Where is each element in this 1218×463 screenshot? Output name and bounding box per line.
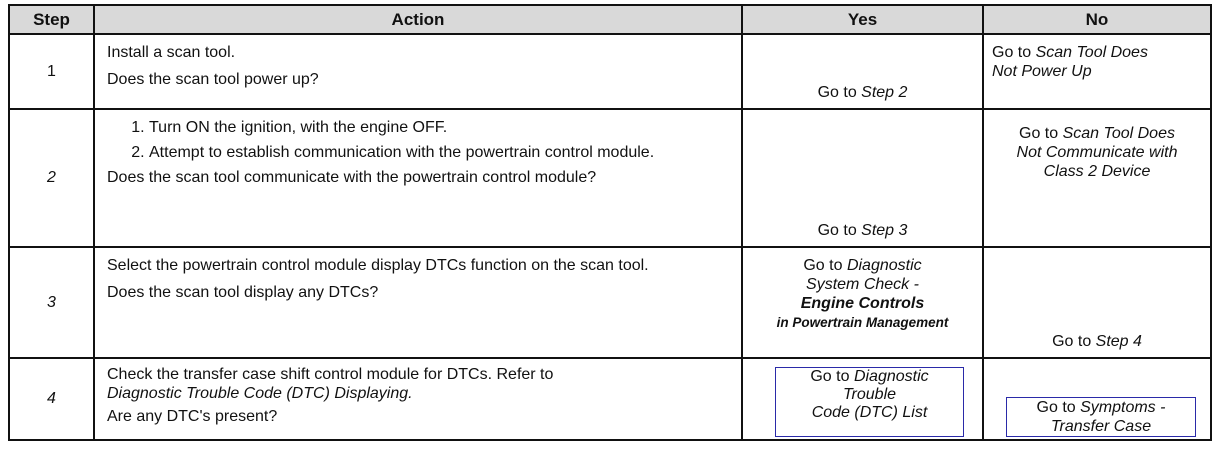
step-link[interactable]: Step 2 <box>861 84 908 101</box>
step-cell <box>9 34 94 109</box>
yes-link[interactable]: Go to Diagnostic <box>803 257 922 274</box>
no-cell <box>983 247 1211 358</box>
table-row <box>9 34 1211 109</box>
header-step: Step <box>9 5 94 34</box>
action-text: Select the powertrain control module display DTCs function on the scan tool. <box>107 257 649 274</box>
yes-link-line3: Code (DTC) List <box>811 404 928 421</box>
yes-link-line3: Engine Controls <box>800 295 925 312</box>
no-link[interactable]: Go to Scan Tool Does <box>1019 125 1175 142</box>
yes-link[interactable]: Go to Step 2 <box>817 84 908 101</box>
header-no: No <box>983 5 1211 34</box>
yes-cell <box>742 247 983 358</box>
header-action: Action <box>94 5 742 34</box>
header-yes: Yes <box>742 5 983 34</box>
no-link-line2: Not Power Up <box>992 63 1092 80</box>
yes-cell <box>742 34 983 109</box>
table-row <box>9 358 1211 440</box>
action-reference[interactable]: Diagnostic Trouble Code (DTC) Displaying. <box>107 385 413 402</box>
action-steps-list <box>95 118 727 162</box>
action-cell <box>94 109 742 247</box>
diagnostic-table-document <box>8 4 1210 459</box>
table-row <box>9 247 1211 358</box>
step-cell <box>9 109 94 247</box>
step-number: 4 <box>47 390 56 407</box>
step-link[interactable]: Step 4 <box>1095 333 1142 350</box>
action-text: Check the transfer case shift control module for DTCs. Refer to <box>107 366 554 383</box>
no-cell <box>983 109 1211 247</box>
step-cell <box>9 247 94 358</box>
header-row <box>9 5 1211 34</box>
table-row <box>9 109 1211 247</box>
no-link[interactable]: Go to Scan Tool Does <box>992 44 1148 61</box>
step-number: 2 <box>47 169 56 186</box>
yes-link-box[interactable] <box>775 367 964 437</box>
action-cell <box>94 358 742 440</box>
yes-cell <box>742 358 983 440</box>
action-question: Does the scan tool power up? <box>107 71 319 88</box>
step-cell <box>9 358 94 440</box>
no-cell <box>983 358 1211 440</box>
no-cell <box>983 34 1211 109</box>
yes-link[interactable]: Go to Step 3 <box>817 222 908 239</box>
no-link[interactable]: Go to Symptoms - <box>1036 399 1166 416</box>
action-question: Are any DTC's present? <box>107 408 278 425</box>
step-number: 3 <box>47 293 56 311</box>
no-link-box[interactable] <box>1006 397 1196 437</box>
action-cell <box>94 247 742 358</box>
action-step-item: 1. Turn ON the ignition, with the engine OFF. <box>149 118 727 137</box>
no-link-line2: Not Communicate with <box>1016 144 1178 161</box>
yes-link-line4: in Powertrain Management <box>776 315 949 330</box>
step-number: 1 <box>47 62 56 80</box>
action-text: Install a scan tool. <box>107 44 236 61</box>
yes-link-line2: System Check - <box>806 276 919 293</box>
action-question: Does the scan tool communicate with the powertrain control module? <box>107 169 597 186</box>
step-link[interactable]: Step 3 <box>861 222 908 239</box>
yes-link[interactable]: Go to Diagnostic <box>810 368 929 385</box>
action-cell <box>94 34 742 109</box>
diagnostic-table <box>8 4 1212 441</box>
yes-cell <box>742 109 983 247</box>
no-link-line3: Class 2 Device <box>1043 163 1151 180</box>
no-link[interactable]: Go to Step 4 <box>1052 333 1142 350</box>
action-question: Does the scan tool display any DTCs? <box>107 284 379 301</box>
yes-link-line2: Trouble <box>842 386 897 403</box>
action-step-item: 2. Attempt to establish communication with the powertrain control module. <box>149 143 727 162</box>
no-link-line2: Transfer Case <box>1050 418 1152 435</box>
